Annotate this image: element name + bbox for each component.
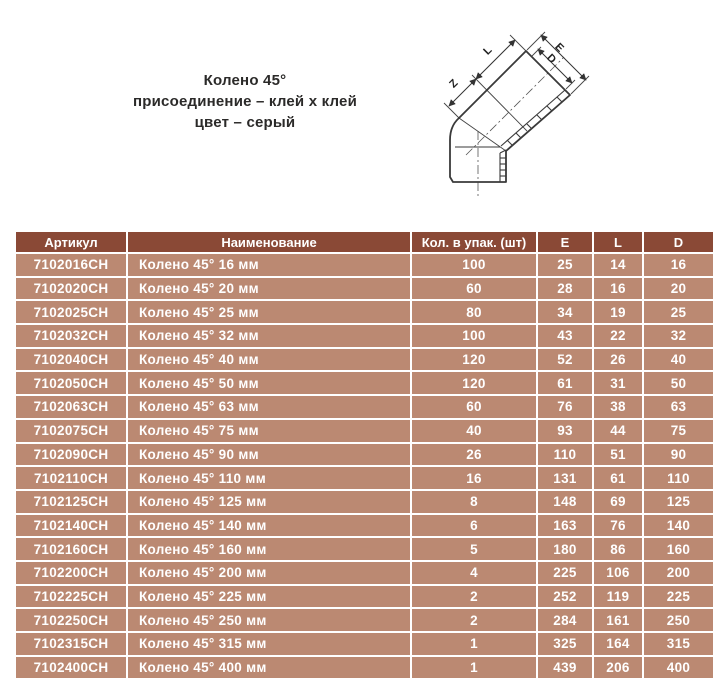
cell-d: 125: [644, 491, 713, 513]
cell-d: 75: [644, 420, 713, 442]
section-hatching: [455, 90, 565, 182]
cell-article: 7102050CH: [16, 372, 126, 394]
elbow-45-technical-drawing: [398, 28, 598, 226]
table-row: [16, 515, 713, 537]
cell-quantity: 100: [412, 254, 536, 276]
cell-e: 61: [538, 372, 592, 394]
dimension-label-d: D: [544, 51, 559, 66]
cell-e: 325: [538, 633, 592, 655]
cell-l: 61: [594, 467, 642, 489]
cell-name: Колено 45° 16 мм: [128, 254, 410, 276]
cell-article: 7102025CH: [16, 301, 126, 323]
cell-name: Колено 45° 50 мм: [128, 372, 410, 394]
cell-l: 19: [594, 301, 642, 323]
cell-d: 315: [644, 633, 713, 655]
cell-name: Колено 45° 63 мм: [128, 396, 410, 418]
cell-d: 32: [644, 325, 713, 347]
cell-d: 200: [644, 562, 713, 584]
cell-article: 7102016CH: [16, 254, 126, 276]
table-row: [16, 444, 713, 466]
cell-name: Колено 45° 32 мм: [128, 325, 410, 347]
page-title: Колено 45°: [203, 72, 287, 89]
cell-e: 163: [538, 515, 592, 537]
cell-quantity: 1: [412, 633, 536, 655]
cell-e: 131: [538, 467, 592, 489]
cell-quantity: 60: [412, 278, 536, 300]
cell-article: 7102063CH: [16, 396, 126, 418]
cell-d: 40: [644, 349, 713, 371]
table-row: [16, 538, 713, 560]
cell-e: 284: [538, 609, 592, 631]
cell-d: 110: [644, 467, 713, 489]
cell-e: 252: [538, 586, 592, 608]
cell-name: Колено 45° 20 мм: [128, 278, 410, 300]
cell-article: 7102090CH: [16, 444, 126, 466]
cell-quantity: 1: [412, 657, 536, 679]
cell-name: Колено 45° 25 мм: [128, 301, 410, 323]
table-row: [16, 349, 713, 371]
cell-d: 50: [644, 372, 713, 394]
cell-name: Колено 45° 110 мм: [128, 467, 410, 489]
cell-e: 25: [538, 254, 592, 276]
cell-d: 400: [644, 657, 713, 679]
cell-e: 43: [538, 325, 592, 347]
dimension-label-z: Z: [447, 77, 461, 91]
cell-quantity: 4: [412, 562, 536, 584]
table-row: [16, 420, 713, 442]
table-row: [16, 491, 713, 513]
product-title-block: [110, 70, 380, 133]
cell-name: Колено 45° 40 мм: [128, 349, 410, 371]
column-header-l: L: [594, 232, 642, 252]
cell-quantity: 8: [412, 491, 536, 513]
table-body: [16, 254, 713, 678]
table-row: [16, 278, 713, 300]
cell-d: 90: [644, 444, 713, 466]
cell-name: Колено 45° 90 мм: [128, 444, 410, 466]
product-subtitle-connection: присоединение – клей х клей: [133, 93, 357, 110]
cell-l: 44: [594, 420, 642, 442]
cell-name: Колено 45° 225 мм: [128, 586, 410, 608]
cell-quantity: 100: [412, 325, 536, 347]
dimension-label-l: L: [481, 44, 495, 58]
cell-name: Колено 45° 400 мм: [128, 657, 410, 679]
cell-l: 16: [594, 278, 642, 300]
cell-quantity: 6: [412, 515, 536, 537]
cell-d: 140: [644, 515, 713, 537]
cell-quantity: 120: [412, 372, 536, 394]
cell-e: 439: [538, 657, 592, 679]
cell-l: 76: [594, 515, 642, 537]
cell-quantity: 40: [412, 420, 536, 442]
cell-e: 76: [538, 396, 592, 418]
cell-name: Колено 45° 160 мм: [128, 538, 410, 560]
cell-d: 16: [644, 254, 713, 276]
cell-quantity: 60: [412, 396, 536, 418]
cell-article: 7102032CH: [16, 325, 126, 347]
cell-l: 14: [594, 254, 642, 276]
table-row: [16, 657, 713, 679]
elbow-outline: [450, 51, 570, 182]
centerlines: [466, 57, 564, 196]
catalog-table: [14, 230, 715, 680]
cell-d: 250: [644, 609, 713, 631]
table-row: [16, 586, 713, 608]
cell-name: Колено 45° 125 мм: [128, 491, 410, 513]
cell-article: 7102075CH: [16, 420, 126, 442]
cell-article: 7102400CH: [16, 657, 126, 679]
table-row: [16, 609, 713, 631]
cell-article: 7102125CH: [16, 491, 126, 513]
cell-l: 69: [594, 491, 642, 513]
cell-d: 225: [644, 586, 713, 608]
cell-e: 148: [538, 491, 592, 513]
cell-quantity: 2: [412, 609, 536, 631]
cell-l: 38: [594, 396, 642, 418]
table-row: [16, 633, 713, 655]
table-row: [16, 301, 713, 323]
table-row: [16, 325, 713, 347]
column-header-e: E: [538, 232, 592, 252]
cell-e: 110: [538, 444, 592, 466]
product-subtitle-color: цвет – серый: [194, 114, 296, 131]
cell-article: 7102040CH: [16, 349, 126, 371]
cell-e: 93: [538, 420, 592, 442]
cell-article: 7102160CH: [16, 538, 126, 560]
cell-e: 180: [538, 538, 592, 560]
cell-e: 28: [538, 278, 592, 300]
cell-name: Колено 45° 315 мм: [128, 633, 410, 655]
cell-l: 161: [594, 609, 642, 631]
cell-quantity: 80: [412, 301, 536, 323]
cell-e: 225: [538, 562, 592, 584]
dimension-label-e: E: [552, 41, 566, 55]
column-header-name: Наименование: [128, 232, 410, 252]
cell-article: 7102250CH: [16, 609, 126, 631]
cell-l: 119: [594, 586, 642, 608]
cell-quantity: 5: [412, 538, 536, 560]
table-row: [16, 254, 713, 276]
cell-l: 31: [594, 372, 642, 394]
cell-l: 206: [594, 657, 642, 679]
table-row: [16, 396, 713, 418]
table-row: [16, 562, 713, 584]
cell-d: 20: [644, 278, 713, 300]
column-header-article: Артикул: [16, 232, 126, 252]
cell-article: 7102200CH: [16, 562, 126, 584]
cell-l: 164: [594, 633, 642, 655]
cell-article: 7102140CH: [16, 515, 126, 537]
cell-l: 106: [594, 562, 642, 584]
cell-quantity: 120: [412, 349, 536, 371]
cell-article: 7102020CH: [16, 278, 126, 300]
cell-l: 22: [594, 325, 642, 347]
cell-name: Колено 45° 140 мм: [128, 515, 410, 537]
cell-l: 26: [594, 349, 642, 371]
cell-name: Колено 45° 250 мм: [128, 609, 410, 631]
column-header-quantity: Кол. в упак. (шт): [412, 232, 536, 252]
cell-l: 51: [594, 444, 642, 466]
table-header-row: [16, 232, 713, 252]
cell-l: 86: [594, 538, 642, 560]
cell-quantity: 16: [412, 467, 536, 489]
cell-d: 25: [644, 301, 713, 323]
cell-article: 7102225CH: [16, 586, 126, 608]
table-row: [16, 467, 713, 489]
cell-article: 7102315CH: [16, 633, 126, 655]
cell-e: 52: [538, 349, 592, 371]
cell-e: 34: [538, 301, 592, 323]
table-row: [16, 372, 713, 394]
cell-quantity: 2: [412, 586, 536, 608]
cell-d: 63: [644, 396, 713, 418]
cell-name: Колено 45° 200 мм: [128, 562, 410, 584]
column-header-d: D: [644, 232, 713, 252]
cell-name: Колено 45° 75 мм: [128, 420, 410, 442]
cell-article: 7102110CH: [16, 467, 126, 489]
cell-quantity: 26: [412, 444, 536, 466]
cell-d: 160: [644, 538, 713, 560]
